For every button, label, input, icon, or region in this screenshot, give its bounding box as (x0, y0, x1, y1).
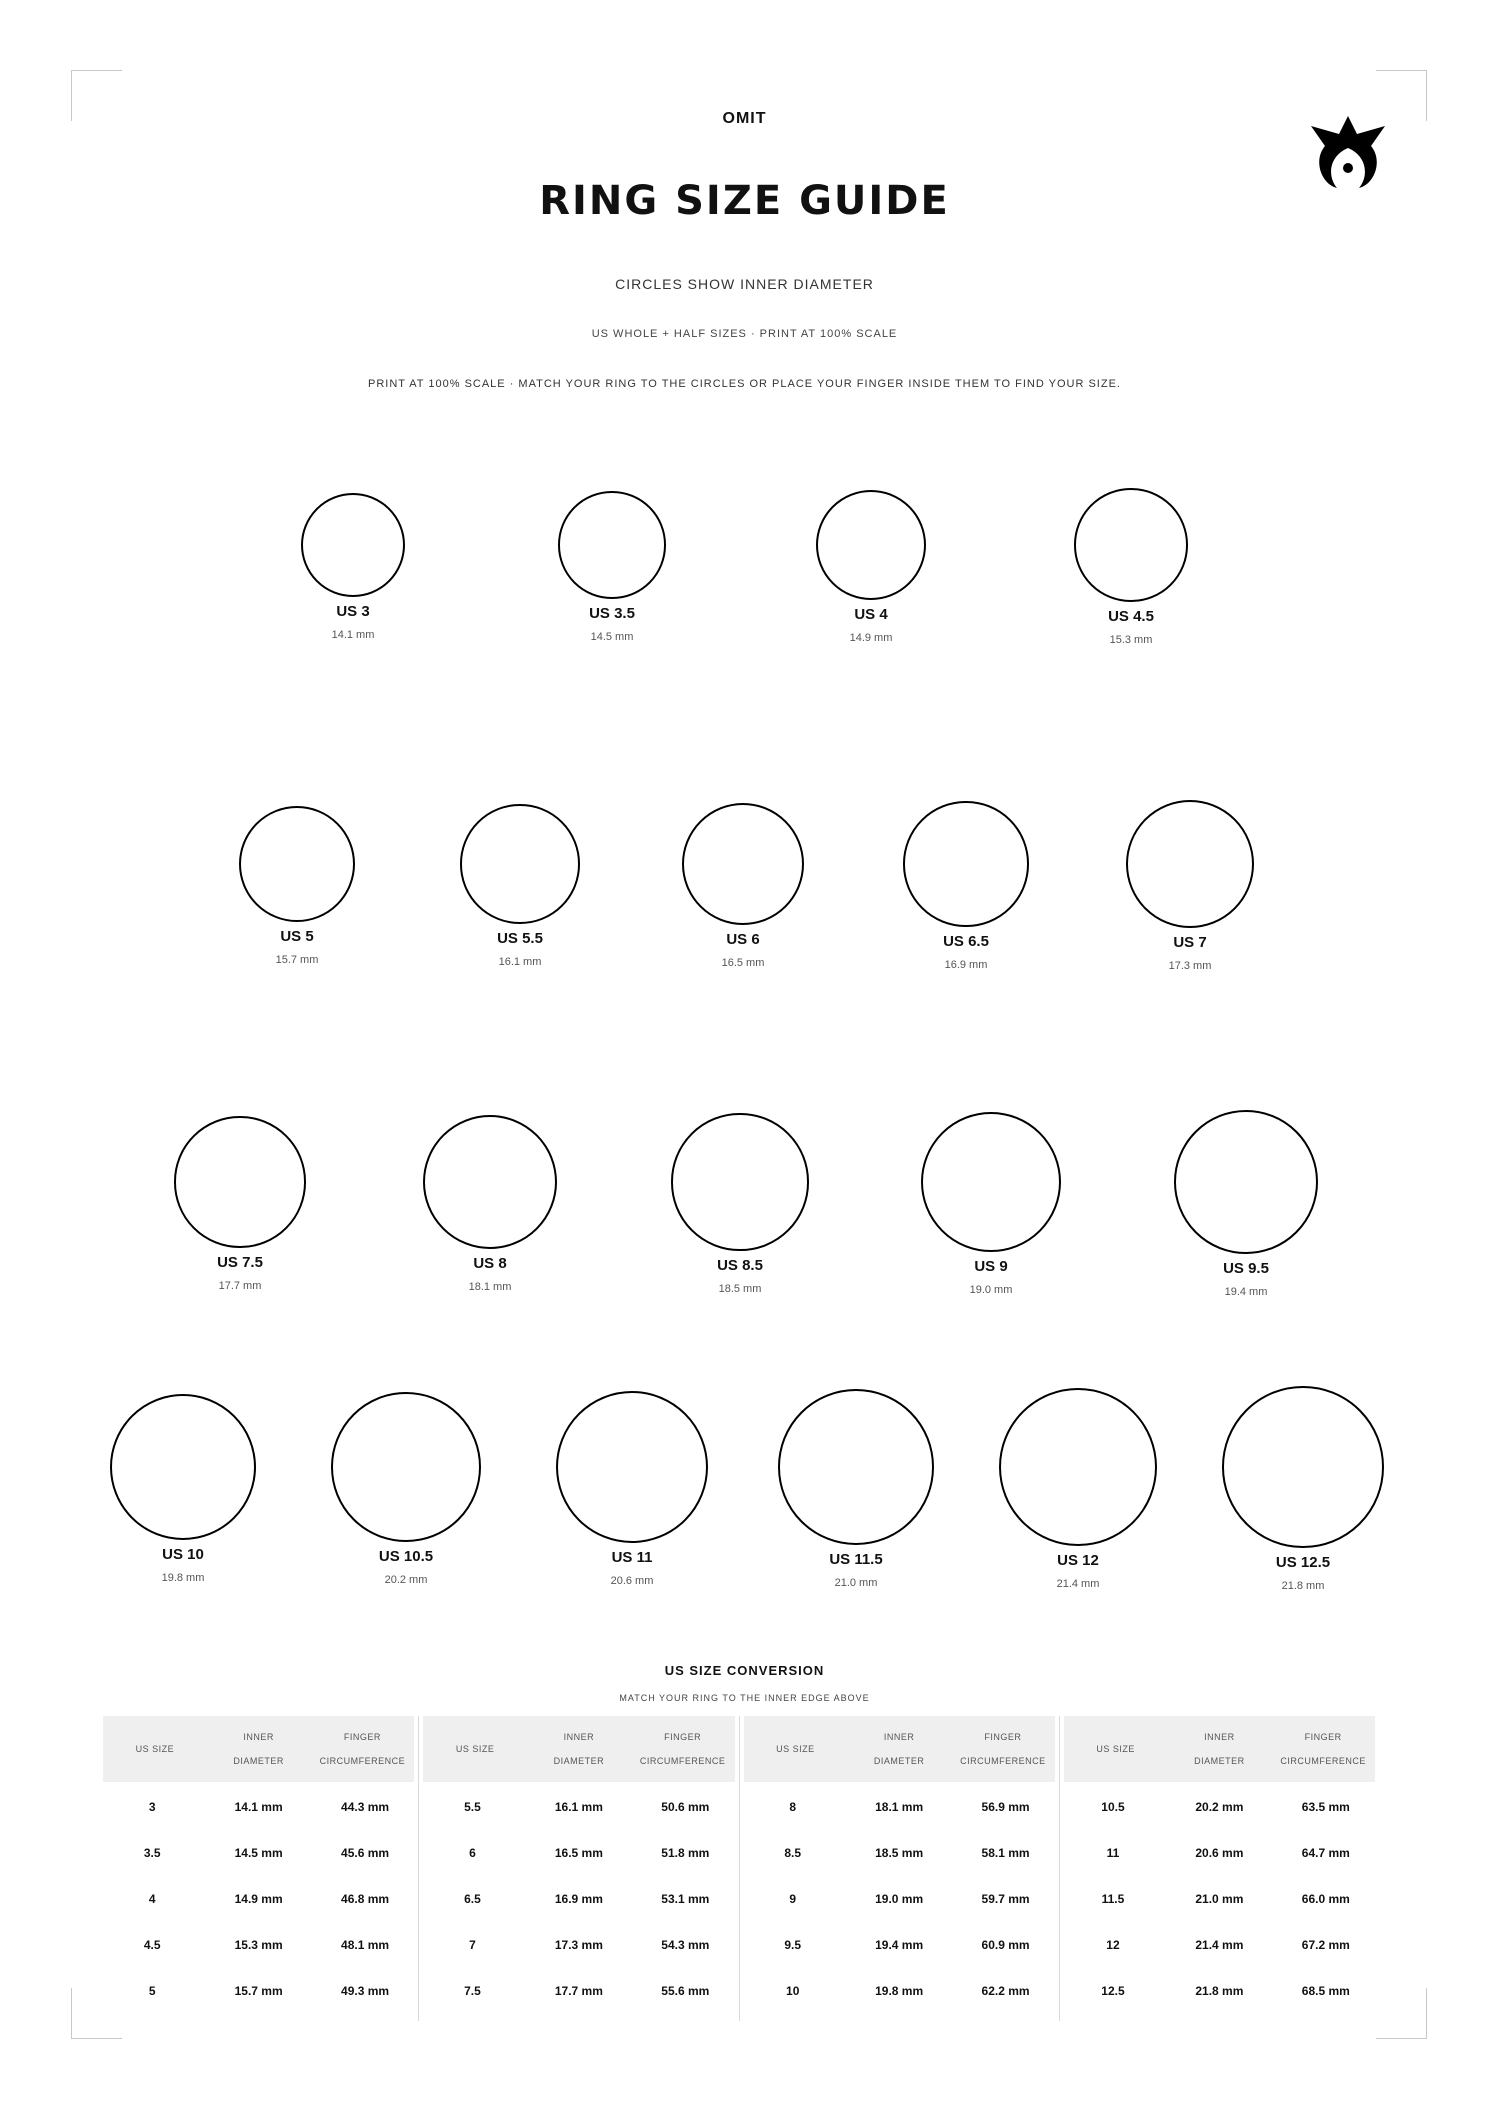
cell-circumference: 56.9 mm (981, 1800, 1030, 1814)
cell-circumference: 49.3 mm (341, 1984, 390, 1998)
ring-circle (331, 1392, 481, 1542)
ring-circle (558, 491, 665, 598)
header-us-size (1064, 1737, 1168, 1761)
header-finger-circumference (951, 1725, 1055, 1773)
ring-circle (921, 1112, 1062, 1253)
cell-circumference: 46.8 mm (341, 1892, 390, 1906)
header-us-size (103, 1737, 207, 1761)
conversion-block (1059, 1716, 1379, 2021)
cell-diameter: 17.7 mm (554, 1984, 603, 1998)
header-diameter-text: DIAMETER (873, 1756, 925, 1766)
cell-diameter: 18.1 mm (875, 1800, 924, 1814)
ring-size-label: US 7.5 (217, 1253, 263, 1271)
conversion-block (418, 1716, 738, 2021)
table-row (419, 1784, 738, 1830)
header-us-size (744, 1737, 848, 1761)
ring-circle (423, 1115, 557, 1249)
cell-diameter: 20.6 mm (1195, 1846, 1244, 1860)
ring-circle (903, 801, 1028, 926)
ring-size-label: US 4 (854, 606, 888, 624)
ring-circle (460, 804, 579, 923)
table-header-row (103, 1716, 414, 1782)
ring-diameter-label: 15.7 mm (275, 954, 319, 967)
ring-circle (1074, 488, 1187, 601)
table-row (99, 1830, 418, 1876)
ring-circle (999, 1388, 1158, 1547)
cell-size: 4.5 (143, 1938, 161, 1952)
ring-diameter-label: 16.1 mm (498, 955, 542, 968)
header-inner-diameter (1168, 1725, 1272, 1773)
cell-size: 9 (789, 1892, 797, 1906)
table-row (99, 1968, 418, 2014)
ring-size-label: US 5 (280, 928, 314, 946)
cell-circumference: 64.7 mm (1301, 1846, 1350, 1860)
table-row (740, 1784, 1059, 1830)
cell-size: 5.5 (464, 1800, 481, 1814)
ring-circle (239, 806, 355, 922)
cell-circumference: 62.2 mm (981, 1984, 1030, 1998)
cell-circumference: 48.1 mm (341, 1938, 390, 1952)
cell-size: 8 (789, 1800, 797, 1814)
ring-size-label: US 4.5 (1108, 607, 1154, 625)
header-us-size-text: US SIZE (135, 1744, 175, 1754)
table-row (419, 1922, 738, 1968)
cell-circumference: 66.0 mm (1301, 1892, 1350, 1906)
ring-circle (1174, 1110, 1318, 1254)
cell-circumference: 53.1 mm (661, 1892, 710, 1906)
cell-circumference: 63.5 mm (1301, 1800, 1350, 1814)
ring-circle (778, 1389, 934, 1545)
crown-eye-logo-icon (1305, 112, 1391, 190)
ring-size-label: US 9 (974, 1258, 1008, 1276)
cell-circumference: 58.1 mm (981, 1846, 1030, 1860)
table-header-row (423, 1716, 734, 1782)
ring-size-label: US 8.5 (717, 1256, 763, 1274)
table-row (740, 1830, 1059, 1876)
cell-size: 12 (1106, 1938, 1120, 1952)
table-row (419, 1830, 738, 1876)
ring-circle (301, 493, 405, 597)
cell-diameter: 18.5 mm (875, 1846, 924, 1860)
header-finger-circumference (311, 1725, 415, 1773)
ring-diameter-label: 19.4 mm (1224, 1285, 1268, 1298)
cell-diameter: 21.8 mm (1195, 1984, 1244, 1998)
header-inner-diameter (207, 1725, 311, 1773)
ring-diameter-label: 20.6 mm (610, 1575, 654, 1588)
cell-size: 12.5 (1101, 1984, 1125, 1998)
header-circumference-text: CIRCUMFERENCE (1280, 1756, 1366, 1766)
ring-diameter-label: 21.4 mm (1056, 1578, 1100, 1591)
cell-size: 6 (469, 1846, 476, 1860)
cell-size: 4 (148, 1892, 156, 1906)
table-row (1060, 1968, 1379, 2014)
table-row (99, 1922, 418, 1968)
header-us-size-text: US SIZE (455, 1744, 495, 1754)
cell-size: 10 (786, 1984, 800, 1998)
cell-diameter: 21.4 mm (1195, 1938, 1244, 1952)
header-circumference-text: CIRCUMFERENCE (319, 1756, 406, 1766)
header-diameter-text: DIAMETER (233, 1756, 284, 1766)
header-inner-text: INNER (243, 1732, 274, 1742)
ring-diameter-label: 16.5 mm (721, 957, 765, 970)
cell-size: 7.5 (464, 1984, 481, 1998)
cell-circumference: 50.6 mm (661, 1800, 710, 1814)
page-title: RING SIZE GUIDE (539, 178, 950, 224)
cell-circumference: 44.3 mm (341, 1800, 390, 1814)
header-diameter-text: DIAMETER (553, 1756, 605, 1766)
ring-circle (1126, 800, 1254, 928)
cell-circumference: 67.2 mm (1301, 1938, 1350, 1952)
ring-size-label: US 5.5 (497, 929, 543, 947)
header-us-size-text: US SIZE (776, 1744, 815, 1754)
ring-size-label: US 6 (726, 931, 760, 949)
ring-circle (174, 1116, 305, 1247)
cell-size: 3 (148, 1800, 156, 1814)
header-finger-text: FINGER (664, 1732, 702, 1742)
cell-circumference: 60.9 mm (981, 1938, 1030, 1952)
table-row (419, 1968, 738, 2014)
header-inner-diameter (847, 1725, 951, 1773)
ring-diameter-label: 21.0 mm (834, 1576, 878, 1589)
ring-size-label: US 9.5 (1223, 1259, 1269, 1277)
table-row (419, 1876, 738, 1922)
cell-diameter: 16.1 mm (554, 1800, 603, 1814)
ring-circle (816, 490, 926, 600)
header-inner-text: INNER (563, 1732, 595, 1742)
cell-size: 6.5 (464, 1892, 481, 1906)
ring-size-label: US 3 (336, 603, 370, 621)
cell-size: 10.5 (1101, 1800, 1125, 1814)
header-circumference-text: CIRCUMFERENCE (960, 1756, 1046, 1766)
cell-size: 11 (1106, 1846, 1120, 1860)
header-inner-text: INNER (1204, 1732, 1235, 1742)
cell-circumference: 68.5 mm (1301, 1984, 1350, 1998)
header-finger-circumference (1271, 1725, 1375, 1773)
ring-diameter-label: 14.1 mm (331, 629, 375, 642)
conversion-block (99, 1716, 418, 2021)
cell-circumference: 51.8 mm (661, 1846, 710, 1860)
brand-name: OMIT (722, 110, 767, 127)
ring-diameter-label: 19.8 mm (161, 1572, 205, 1585)
ring-diameter-label: 19.0 mm (969, 1284, 1013, 1297)
cell-diameter: 19.0 mm (875, 1892, 924, 1906)
cell-size: 9.5 (784, 1938, 802, 1952)
cell-diameter: 16.5 mm (554, 1846, 603, 1860)
ring-diameter-label: 14.9 mm (849, 632, 893, 645)
conversion-table (99, 1716, 1379, 2021)
ring-diameter-label: 18.5 mm (718, 1282, 762, 1295)
header-inner-diameter (527, 1725, 631, 1773)
cell-size: 3.5 (143, 1846, 161, 1860)
cell-circumference: 54.3 mm (661, 1938, 710, 1952)
ring-circle (556, 1391, 709, 1544)
table-row (1060, 1784, 1379, 1830)
ring-size-label: US 6.5 (943, 932, 989, 950)
cell-size: 8.5 (784, 1846, 802, 1860)
cell-size: 7 (469, 1938, 476, 1952)
ring-diameter-label: 17.7 mm (218, 1279, 262, 1292)
conversion-title: US SIZE CONVERSION (664, 1663, 825, 1678)
cell-diameter: 15.3 mm (234, 1938, 283, 1952)
header-us-size-text: US SIZE (1096, 1744, 1135, 1754)
ring-circle (110, 1394, 257, 1541)
cell-diameter: 14.1 mm (234, 1800, 283, 1814)
ring-diameter-label: 14.5 mm (590, 630, 634, 643)
ring-circle (1222, 1386, 1384, 1548)
ring-size-label: US 12 (1057, 1552, 1099, 1570)
header-finger-text: FINGER (343, 1732, 381, 1742)
cell-size: 11.5 (1101, 1892, 1125, 1906)
cell-diameter: 16.9 mm (554, 1892, 603, 1906)
cell-diameter: 21.0 mm (1195, 1892, 1244, 1906)
ring-size-label: US 10.5 (378, 1547, 434, 1565)
header-finger-text: FINGER (984, 1732, 1022, 1742)
instructions: PRINT AT 100% SCALE · MATCH YOUR RING TO THE CIRCLES OR PLACE YOUR FINGER INSIDE THEM TO FIND YOUR SIZE. (368, 378, 1121, 390)
table-row (1060, 1876, 1379, 1922)
conversion-subtitle: MATCH YOUR RING TO THE INNER EDGE ABOVE (619, 1693, 870, 1703)
header-finger-text: FINGER (1304, 1732, 1342, 1742)
header-diameter-text: DIAMETER (1194, 1756, 1245, 1766)
conversion-block (739, 1716, 1059, 2021)
table-row (740, 1922, 1059, 1968)
cell-size: 5 (148, 1984, 156, 1998)
crop-mark-bottom-right (1376, 1988, 1427, 2039)
ring-size-label: US 7 (1173, 934, 1207, 952)
header-us-size (423, 1737, 527, 1761)
table-row (99, 1876, 418, 1922)
header-circumference-text: CIRCUMFERENCE (639, 1756, 726, 1766)
header-finger-circumference (631, 1725, 735, 1773)
cell-circumference: 55.6 mm (661, 1984, 710, 1998)
table-header-row (1064, 1716, 1375, 1782)
ring-circle (682, 803, 804, 925)
ring-diameter-label: 16.9 mm (944, 958, 988, 971)
ring-diameter-label: 15.3 mm (1109, 633, 1153, 646)
cell-circumference: 59.7 mm (981, 1892, 1030, 1906)
cell-diameter: 17.3 mm (554, 1938, 603, 1952)
ring-size-label: US 11.5 (829, 1550, 883, 1568)
cell-diameter: 14.9 mm (234, 1892, 283, 1906)
subtitle-diameter: CIRCLES SHOW INNER DIAMETER (615, 276, 874, 292)
ring-diameter-label: 18.1 mm (468, 1281, 512, 1294)
ring-size-label: US 12.5 (1275, 1553, 1331, 1571)
table-row (99, 1784, 418, 1830)
cell-circumference: 45.6 mm (341, 1846, 390, 1860)
cell-diameter: 15.7 mm (234, 1984, 283, 1998)
ring-size-label: US 8 (473, 1255, 507, 1273)
table-row (1060, 1922, 1379, 1968)
cell-diameter: 19.4 mm (875, 1938, 924, 1952)
cell-diameter: 14.5 mm (234, 1846, 283, 1860)
ring-diameter-label: 20.2 mm (384, 1573, 428, 1586)
subtitle-sizes: US WHOLE + HALF SIZES · PRINT AT 100% SCALE (591, 328, 898, 340)
ring-diameter-label: 17.3 mm (1168, 960, 1212, 973)
table-row (740, 1968, 1059, 2014)
ring-diameter-label: 21.8 mm (1281, 1579, 1325, 1592)
cell-diameter: 19.8 mm (875, 1984, 924, 1998)
header-inner-text: INNER (883, 1732, 915, 1742)
ring-size-label: US 10 (162, 1546, 204, 1564)
cell-diameter: 20.2 mm (1195, 1800, 1244, 1814)
table-row (1060, 1830, 1379, 1876)
ring-size-label: US 3.5 (589, 604, 635, 622)
ring-size-label: US 11 (611, 1549, 653, 1567)
ring-circle (671, 1113, 808, 1250)
table-header-row (744, 1716, 1055, 1782)
table-row (740, 1876, 1059, 1922)
